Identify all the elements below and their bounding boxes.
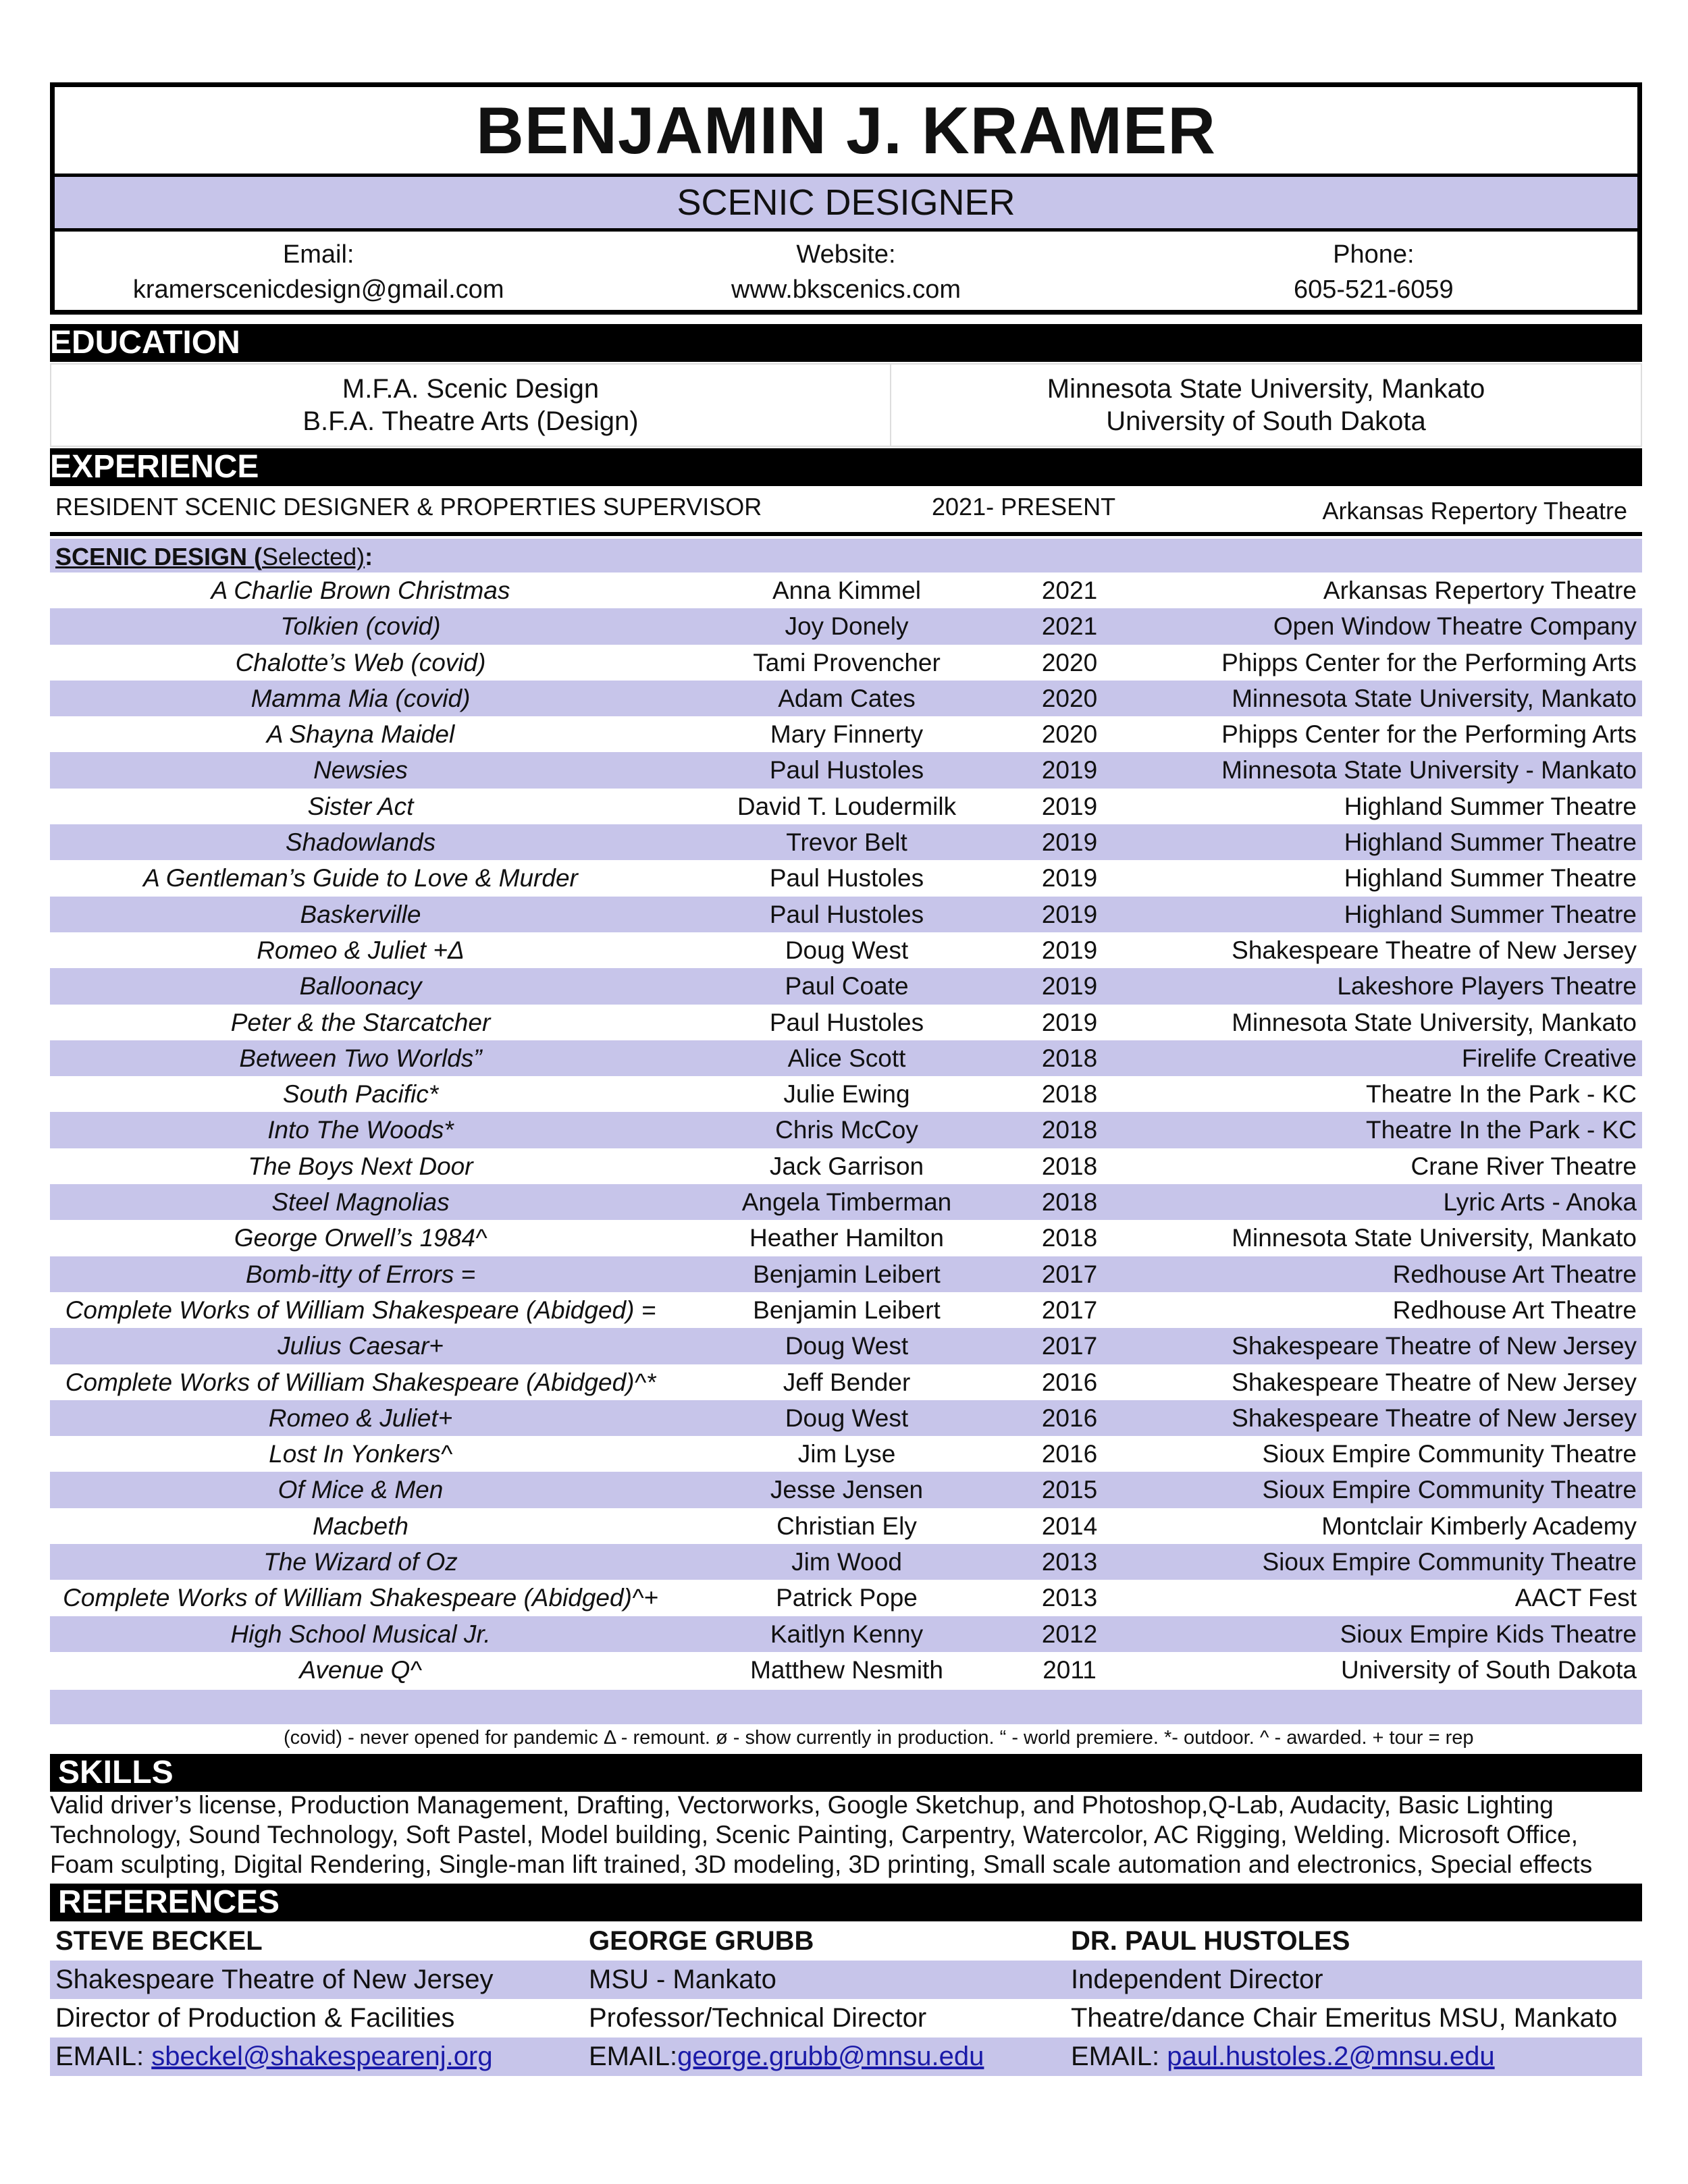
reference-name: DR. PAUL HUSTOLES [1071,1926,1350,1956]
schools [891,365,1641,446]
credit-venue: AACT Fest [1514,1584,1637,1612]
credit-venue: Sioux Empire Community Theatre [1262,1548,1637,1576]
credit-director: Alice Scott [787,1044,906,1072]
credit-year: 2020 [1041,720,1098,749]
credit-director: Matthew Nesmith [750,1655,943,1684]
credit-row [50,1472,1642,1508]
credit-venue: Crane River Theatre [1410,1152,1637,1180]
skills-text: Valid driver’s license, Production Management, Drafting, Vectorworks, Google Sketchup, and Photoshop,Q-Lab, Audacity, Basic Lighting Technology, Sound Technology, Soft Pastel, Model building, Scenic Painting, Carpentry, Watercolor, AC Rigging, Welding. Microsoft Office, Foam sculpting, Digital Rendering, Single-man lift trained, 3D modeling, 3D printing, Small scale automation and electronics, Special effects [50,1791,1593,1878]
credit-venue: Firelife Creative [1461,1044,1637,1072]
credit-title: Lost In Yonkers^ [269,1440,452,1468]
credit-director: Chris McCoy [775,1116,918,1144]
credit-venue: Minnesota State University, Mankato [1232,1008,1637,1036]
credit-title: George Orwell’s 1984^ [234,1224,487,1252]
credit-year: 2019 [1041,900,1098,928]
credit-title: Julius Caesar+ [278,1332,444,1360]
credit-director: Paul Hustoles [769,900,924,928]
credit-row [50,1256,1642,1292]
credit-title: A Charlie Brown Christmas [211,577,510,604]
contact-label: Website: [796,240,896,269]
school: University of South Dakota [1106,406,1426,436]
credit-year: 2021 [1041,577,1098,604]
credit-row [50,572,1642,608]
credit-year: 2016 [1041,1404,1098,1432]
credit-venue: Theatre In the Park - KC [1365,1080,1637,1109]
contact-label: Phone: [1333,240,1415,269]
credit-venue: Shakespeare Theatre of New Jersey [1232,1368,1637,1396]
credit-director: Mary Finnerty [770,720,924,749]
reference-role: Director of Production & Facilities [55,2003,455,2033]
credit-row [50,1292,1642,1328]
credit-venue: Shakespeare Theatre of New Jersey [1232,936,1637,964]
reference-email [55,2037,493,2076]
credit-row [50,1544,1642,1580]
credit-year: 2017 [1041,1296,1098,1324]
table-spacer-row [50,1690,1642,1724]
credit-year: 2016 [1041,1440,1098,1468]
credit-row [50,752,1642,788]
credit-row [50,1436,1642,1472]
reference-email [589,2037,984,2076]
credit-director: Doug West [785,936,909,964]
credit-title: High School Musical Jr. [230,1620,491,1648]
education-heading: EDUCATION [50,324,1642,362]
credit-row [50,716,1642,752]
credit-venue: Shakespeare Theatre of New Jersey [1232,1332,1637,1360]
reference-email [1071,2037,1495,2076]
degrees [51,365,891,446]
credit-venue: Redhouse Art Theatre [1392,1296,1637,1324]
credit-row [50,789,1642,824]
credit-year: 2017 [1041,1260,1098,1288]
reference-org: Shakespeare Theatre of New Jersey [55,1965,494,1994]
reference-name: GEORGE GRUBB [589,1926,814,1956]
credit-title: Bomb-itty of Errors = [245,1260,476,1288]
credit-row [50,1580,1642,1616]
credit-title: Into The Woods* [267,1116,454,1144]
resume-header [50,82,1642,315]
credit-year: 2012 [1041,1620,1098,1648]
credit-year: 2018 [1041,1080,1098,1109]
credit-row [50,645,1642,681]
credit-year: 2019 [1041,1008,1098,1036]
position-company: Arkansas Repertory Theatre [1322,497,1627,525]
credit-venue: Lyric Arts - Anoka [1443,1188,1637,1217]
references-table [50,1922,1642,2076]
credit-director: Paul Coate [785,972,909,1001]
credit-row [50,1040,1642,1076]
credit-year: 2013 [1041,1584,1098,1612]
credit-venue: Sioux Empire Community Theatre [1262,1440,1637,1468]
credit-title: Complete Works of William Shakespeare (Abidged)^* [65,1368,656,1396]
credit-row [50,1112,1642,1148]
credit-year: 2019 [1041,792,1098,820]
credit-director: Anna Kimmel [772,577,922,604]
credit-venue: Montclair Kimberly Academy [1321,1512,1637,1540]
credit-year: 2015 [1041,1476,1098,1504]
credit-year: 2018 [1041,1188,1098,1217]
credit-director: Heather Hamilton [749,1224,944,1252]
credit-director: Doug West [785,1332,909,1360]
credit-title: Romeo & Juliet +Δ [257,936,465,964]
contact-phone [1110,232,1637,311]
credit-year: 2019 [1041,864,1098,893]
credit-row [50,1652,1642,1688]
credit-director: Julie Ewing [783,1080,910,1109]
credit-venue: Theatre In the Park - KC [1365,1116,1637,1144]
credit-title: A Gentleman’s Guide to Love & Murder [143,864,578,893]
phone-value: 605-521-6059 [1293,275,1454,304]
credit-row [50,1184,1642,1220]
school: Minnesota State University, Mankato [1047,374,1485,404]
credit-venue: Highland Summer Theatre [1344,900,1637,928]
credit-director: Paul Hustoles [769,756,924,784]
credit-year: 2020 [1041,684,1098,712]
credit-title: Peter & the Starcatcher [230,1008,491,1036]
credit-director: Christian Ely [776,1512,917,1540]
credit-venue: Lakeshore Players Theatre [1337,972,1637,1001]
candidate-name: BENJAMIN J. KRAMER [55,87,1637,177]
credit-director: Jeff Bender [783,1368,911,1396]
credit-director: David T. Loudermilk [737,792,957,820]
credit-title: Shadowlands [285,828,436,857]
education-table [50,363,1642,447]
credit-year: 2021 [1041,612,1098,641]
credit-row [50,681,1642,716]
credit-venue: Sioux Empire Community Theatre [1262,1476,1637,1504]
credit-year: 2016 [1041,1368,1098,1396]
credit-venue: Minnesota State University, Mankato [1232,684,1637,712]
degree: M.F.A. Scenic Design [342,374,600,404]
credit-year: 2019 [1041,828,1098,857]
credit-title: Complete Works of William Shakespeare (Abidged)^+ [63,1584,658,1612]
legend-note: (covid) - never opened for pandemic Δ - remount. ø - show currently in production. “ - world premiere. *- outdoor. ^ - awarded. + tour = rep [284,1727,1474,1749]
credit-title: Mamma Mia (covid) [250,684,471,712]
credit-director: Benjamin Leibert [753,1296,941,1324]
credit-title: Tolkien (covid) [280,612,441,641]
credit-venue: Phipps Center for the Performing Arts [1221,720,1637,749]
credit-venue: Highland Summer Theatre [1344,828,1637,857]
credit-row [50,824,1642,860]
credit-director: Jim Lyse [797,1440,896,1468]
credit-row [50,1220,1642,1256]
credit-title: Macbeth [313,1512,408,1540]
skills-heading: SKILLS [50,1754,1642,1792]
email-link[interactable]: george.grubb@mnsu.edu [677,2042,984,2071]
credit-row [50,608,1642,644]
credit-year: 2018 [1041,1224,1098,1252]
credit-year: 2019 [1041,972,1098,1001]
resident-position [50,486,1642,536]
credit-row [50,1076,1642,1112]
credit-director: Joy Donely [785,612,909,641]
credit-year: 2014 [1041,1512,1098,1540]
reference-org: Independent Director [1071,1965,1323,1994]
credit-venue: Arkansas Repertory Theatre [1323,577,1637,604]
credit-year: 2017 [1041,1332,1098,1360]
reference-org: MSU - Mankato [589,1965,776,1994]
experience-heading: EXPERIENCE [50,448,1642,486]
reference-name: STEVE BECKEL [55,1926,263,1956]
credits-table [50,572,1642,1688]
credit-venue: Highland Summer Theatre [1344,792,1637,820]
contact-website [582,232,1109,311]
position-dates: 2021- PRESENT [932,493,1116,521]
email-label: EMAIL: [589,2042,678,2071]
credit-year: 2018 [1041,1116,1098,1144]
credit-director: Jack Garrison [769,1152,924,1180]
credit-row [50,897,1642,932]
credit-director: Jesse Jensen [770,1476,924,1504]
credit-venue: Sioux Empire Kids Theatre [1340,1620,1637,1648]
reference-orgs-row [50,1961,1642,1999]
credit-row [50,1508,1642,1544]
email-link[interactable]: sbeckel@shakespearenj.org [151,2042,493,2071]
credit-title: Of Mice & Men [278,1476,444,1504]
credit-year: 2019 [1041,756,1098,784]
credit-title: Chalotte’s Web (covid) [235,648,486,676]
credit-title: Sister Act [307,792,414,820]
credit-row [50,1148,1642,1184]
credit-director: Jim Wood [791,1548,902,1576]
degree: B.F.A. Theatre Arts (Design) [302,406,639,436]
credit-title: The Wizard of Oz [263,1548,458,1576]
credit-venue: Minnesota State University - Mankato [1221,756,1637,784]
credit-director: Tami Provencher [753,648,941,676]
credit-row [50,968,1642,1004]
scenic-heading-normal: Selected) [262,543,365,570]
credit-director: Benjamin Leibert [753,1260,941,1288]
credit-year: 2019 [1041,936,1098,964]
contact-email [55,232,582,311]
reference-role: Professor/Technical Director [589,2003,927,2033]
contact-info [55,232,1637,311]
credit-title: Balloonacy [299,972,422,1001]
credit-year: 2013 [1041,1548,1098,1576]
reference-role: Theatre/dance Chair Emeritus MSU, Mankato [1071,2003,1618,2033]
email-link[interactable]: paul.hustoles.2@mnsu.edu [1167,2042,1495,2071]
email-label: EMAIL: [55,2042,152,2071]
credit-year: 2018 [1041,1044,1098,1072]
credit-director: Paul Hustoles [769,1008,924,1036]
credit-row [50,1364,1642,1400]
credit-director: Angela Timberman [741,1188,952,1217]
credit-title: South Pacific* [282,1080,439,1109]
credit-director: Adam Cates [778,684,916,712]
credit-venue: Open Window Theatre Company [1273,612,1637,641]
scenic-design-heading [50,539,1642,572]
credit-title: Steel Magnolias [271,1188,450,1217]
email-value[interactable]: kramerscenicdesign@gmail.com [132,275,504,304]
credit-director: Kaitlyn Kenny [770,1620,924,1648]
credit-year: 2020 [1041,648,1098,676]
scenic-heading-colon: : [365,543,373,570]
scenic-heading-bold: SCENIC DESIGN ( [55,543,263,570]
credit-row [50,860,1642,896]
credit-row [50,1400,1642,1436]
credit-row [50,1616,1642,1652]
credit-venue: Minnesota State University, Mankato [1232,1224,1637,1252]
credit-venue: Shakespeare Theatre of New Jersey [1232,1404,1637,1432]
job-title: SCENIC DESIGNER [55,177,1637,232]
credit-title: The Boys Next Door [248,1152,473,1180]
credit-year: 2011 [1043,1655,1097,1684]
credit-director: Doug West [785,1404,909,1432]
credit-title: Between Two Worlds” [239,1044,482,1072]
credit-title: Newsies [313,756,408,784]
credit-venue: Highland Summer Theatre [1344,864,1637,893]
email-label: EMAIL: [1071,2042,1167,2071]
reference-roles-row [50,1999,1642,2037]
position-title: RESIDENT SCENIC DESIGNER & PROPERTIES SUPERVISOR [55,493,762,521]
credit-venue: University of South Dakota [1340,1655,1637,1684]
credit-title: A Shayna Maidel [266,720,455,749]
credit-title: Complete Works of William Shakespeare (Abidged) = [65,1296,656,1324]
credit-year: 2018 [1041,1152,1098,1180]
credit-director: Trevor Belt [786,828,907,857]
credit-row [50,1005,1642,1040]
credit-row [50,1328,1642,1364]
credit-venue: Redhouse Art Theatre [1392,1260,1637,1288]
credit-venue: Phipps Center for the Performing Arts [1221,648,1637,676]
contact-label: Email: [282,240,354,269]
references-heading: REFERENCES [50,1884,1642,1921]
credit-title: Avenue Q^ [299,1655,422,1684]
reference-emails-row [50,2037,1642,2076]
credit-title: Romeo & Juliet+ [268,1404,453,1432]
credit-director: Patrick Pope [776,1584,918,1612]
credit-row [50,932,1642,968]
website-value[interactable]: www.bkscenics.com [731,275,961,304]
reference-names-row [50,1922,1642,1961]
credit-director: Paul Hustoles [769,864,924,893]
credit-title: Baskerville [300,900,421,928]
